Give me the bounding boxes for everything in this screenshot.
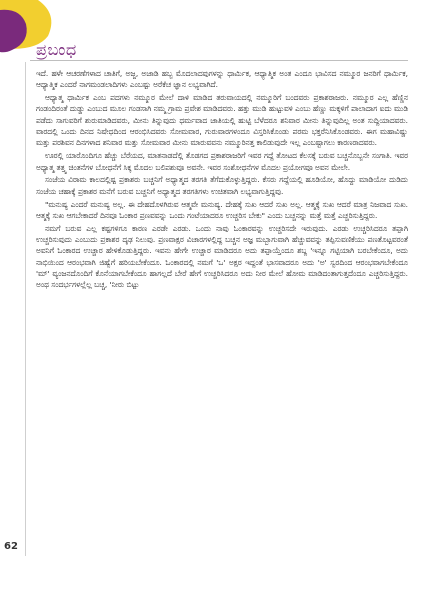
page-number: 62	[4, 541, 18, 552]
paragraph: ನಮಗೆ ಬರುವ ಎಲ್ಲ ಕಷ್ಟಗಳಿಗೂ ಕಾರಣ ಎರಡೇ ಎರಡು. ಒಂದು ನಾವು ಓಂಕಾರವನ್ನು ಉಚ್ಚರಿಸದೇ ಇರುವುದು. ಎರಡು ಉಚ್ಚರಿಸಿದರೂ ತಪ್ಪಾಗಿ ಉಚ್ಚರಿಸುವುದು ಎಂಬುದು ಪ್ರಕಾಶರ ದೃಢ ನಿಲುವು. ಪ್ರಣವಾಕ್ಷರ ವಿಚಾರಗಳಲ್ಲಿದ್ದ ಬಚ್ಚನ ಅಜ್ಞ ಮಬ್ಬಾಗುವಾಗಿ ಹೆಚ್ಚುವವನ್ನು ತಪ್ಪಿಸುವಣಿಕೆಯು ಪಣತೊಟ್ಟವರಂತೆ ಅವನಿಗೆ ಓಂಕಾರದ ಉಚ್ಚಾರ ಹೇಳಿಕೊಡುತ್ತಿದ್ದರು. ಇವನು ಹೇಗೇ ಉಚ್ಚಾರ ಮಾಡಿದರೂ ಅದು ತಪ್ಪಾಯ್ತೆಂದೂ ಶಬ್ದ 'ಇನ್ನೂ ಗಟ್ಟಿಯಾಗಿ ಬರಬೇಕೆಂದೂ, ಅದು ನಾಭಿಯಿಂದ ಆರಂಭವಾಗಿ ಜಿಹ್ವೆಗೆ ಹರಿಯಬೇಕೆಂದೂ. ಓಂಕಾರದಲ್ಲಿ ನಮಗೆ 'ಒ' ಅಕ್ಷರ ಇದ್ದಂತೆ ಭಾಸವಾದರೂ ಅದು 'ಅ' ಸ್ವರದಿಂದ ಆರಂಭವಾಗಬೇಕೆಂದೂ 'ಮ್' ವ್ಯಂಜನದೊಂದಿಗೆ ಕೊನೆಯಾಗಬೇಕೆಂದೂ ಹಾಗಲ್ಲದೆ ಬೇರೆ ಹೇಗೆ ಉಚ್ಚರಿಸಿದರೂ ಅದು ನೀರ ಮೇಲೆ ಹೋಮ ಮಾಡಿದಂತಾಗುತ್ತದೆಂದೂ ಎಚ್ಚರಿಸುತ್ತಿದ್ದರು. ಅಂಥ ಸಂದರ್ಭಗಳಲ್ಲೆಲ್ಲ ಬಚ್ಚ, 'ನೀರು ಬಿಟ್ಟು	[36, 223, 408, 290]
section-divider	[30, 60, 408, 61]
section-title: ಪ್ರಬಂಧ	[36, 40, 77, 59]
article-body	[36, 68, 408, 292]
paragraph: ಊರಲ್ಲಿ ಯಾರೊಂದಿಗೂ ಹೆಚ್ಚು ಬೆರೆಯದ, ಮಾತನಾಡದೆಲ್ಲಿ ತೊಡಗದ ಪ್ರಕಾಶರಾಜರಿಗೆ ಇವರ ಗದ್ದೆ ತೋಟದ ಕೆಲಸಕ್ಕೆ ಬರುವ ಬಚ್ಚನೊಬ್ಬನೇ ಸಂಗಾತಿ. ಇವರ ಅಧ್ಯಾತ್ಮ ತತ್ತ್ವ ಚಿಂತನೆಗಳ ಬೋಧನೆಗೆ ಸಿಕ್ಕ ಮೊದಲ ಬಲಿಪಶುವೂ ಅವನೇ. ಇವರ ಸಂಶೋಧನೆಗಳ ಮೊದಲ ಪ್ರಯೋಗವೂ ಅವನ ಮೇಲೇ.	[36, 151, 408, 172]
paragraph: ಇದೆ. ಹಳೇ ಆಚರಣೆಗಳಾದ ಚಾತಿಗೆ, ಅಜ್ಜ, ಅಜಾಡಿ ಹಬ್ಬ ಮೊದಲಾದವುಗಳನ್ನು ಧಾರ್ಮಿಕ, ಆಧ್ಯಾತ್ಮಿಕ ಅಂತ ಎಂದೂ ಭಾವಿಸದ ನಮ್ಮೂರ ಜನರಿಗೆ ಧಾರ್ಮಿಕ, ಆಧ್ಯಾತ್ಮಿಕ ಎಂದರೆ ನಾಗಮಂಡಲಾದಿಗಳು ಎಂಬಷ್ಟು ಅರೆಕೆಚ ಜ್ಞಾನ ಲಭ್ಯವಾಗಿದೆ.	[36, 69, 408, 90]
paragraph: ಆಧ್ಯಾತ್ಮ ಧಾರ್ಮಿಕ ಎಂಬ ಪದಗಳು ನಮ್ಮೂರ ಮೇಲೆ ದಾಳಿ ಮಾಡಿದ ತರುವಾಯದಲ್ಲಿ ನಮ್ಮೂರಿಗೆ ಬಂದವರು ಪ್ರಕಾಶರಾಜರು. ನಮ್ಮೂರ ಎಲ್ಲ ಹೆಣ್ಣಿನ ಗಂಡಂದಿರಂತೆ ದುಡ್ಡು ಎಂಬುದ ಮೂಲ ಗಂಡಸಾಗಿ ನಮ್ಮ ಗ್ರಾಮ ಪ್ರವೇಶ ಮಾಡಿದವರು. ಹತ್ತು ಮುಡಿ ಹುಟ್ಟುವಳಿ ಎಂಬು ಹೆಣ್ಣು ಮಕ್ಕಳಿಗೆ ಪಾಲಾದಾಗ ಐದು ಮುಡಿ ಪಡೆದು ಸಾಗುವರಿಗೆ ಶುರುಮಾಡಿದವರು, ಮೀನು ತಿನ್ನುವುದು ಧರ್ಮವಾದ ಜಾತಿಯಲ್ಲಿ ಹುಟ್ಟಿ ಬೆಳೆದರೂ ಶನಿವಾರ ಮೀನು ತಿನ್ನುವುದಿಲ್ಲ ಅಂತ ಸುದ್ದಿಯಾದವರು. ವಾರದಲ್ಲಿ ಒಂದು ದಿನದ ನಿಷೇಧದಿಂದ ಆರಂಭಿಸಿದವರು ಸೋಮವಾರ, ಗುರುವಾರಗಳಂದೂ ವಿಸ್ತರಿಸಿಕೊಂಡು ಪರಮ ಭಕ್ತರೆನಿಸಿಕೊಂಡವರು. ಈಗ ಮಹಾವಿಷ್ಣು ಮತ್ತು ಪರಶಿವನ ದಿನಗಳಾದ ಶನಿವಾರ ಮತ್ತು ಸೋಮವಾರ ಮೀನು ಮಾರುವವನು ನಮ್ಮೂರಿನತ್ತ ಕಾಲಿಡುವುದೇ ಇಲ್ಲ ಎಂಬಷ್ಟಾಗಲು ಕಾರಣರಾದವರು.	[36, 93, 408, 148]
paragraph: "ಮನುಷ್ಯ ಎಂದರೆ ಮನುಷ್ಯ ಅಲ್ಲ. ಈ ದೇಹದೊಳಗಿರುವ ಆತ್ಮವೇ ಮನುಷ್ಯ. ದೇಹಕ್ಕೆ ಸುಖ ಆದರೆ ಸುಖ ಅಲ್ಲ. ಆತ್ಮಕ್ಕೆ ಸುಖ ಆದರೆ ಮಾತ್ರ ನಿಜವಾದ ಸುಖ. ಆತ್ಮಕ್ಕೆ ಸುಖ ಆಗಬೇಕಾದರೆ ದಿನವೂ ಓಂಕಾರ ಪ್ರಣವವನ್ನು ಒಂದು ಗಂಟೆಯಾದರೂ ಉಚ್ಚರಿಸ ಬೇಕು" ಎಂದು ಬಚ್ಚನನ್ನು ಮತ್ತೆ ಮತ್ತೆ ಎಚ್ಚರಿಸುತ್ತಿದ್ದರು.	[36, 199, 408, 220]
paragraph: ಸಂಜೆಯ ವಿರಾಮ ಕಾಲದಲ್ಲಿಷ್ಟ ಪ್ರಕಾಶರು ಬಚ್ಚನಿಗೆ ಅಧ್ಯಾತ್ಮದ ತರಗತಿ ತೆಗೆದುಕೊಳ್ಳುತ್ತಿದ್ದರು. ಕೆಸರು ಗದ್ದೆಯಲ್ಲಿ ಹೂಡಿಯೋ, ಹೊದ್ದು ಮಾಡಿಯೋ ದುಡಿದು ಸಂಜೆಯ ಚಹಾಕ್ಕೆ ಪ್ರಕಾಶರ ಮನೆಗೆ ಬರುವ ಬಚ್ಚನಿಗೆ ಅಧ್ಯಾತ್ಮದ ತರಗತಿಗಳು ಉಚಿತವಾಗಿ ಲಭ್ಯವಾಗುತ್ತಿದ್ದವು.	[36, 175, 408, 196]
margin-rule	[25, 62, 26, 556]
